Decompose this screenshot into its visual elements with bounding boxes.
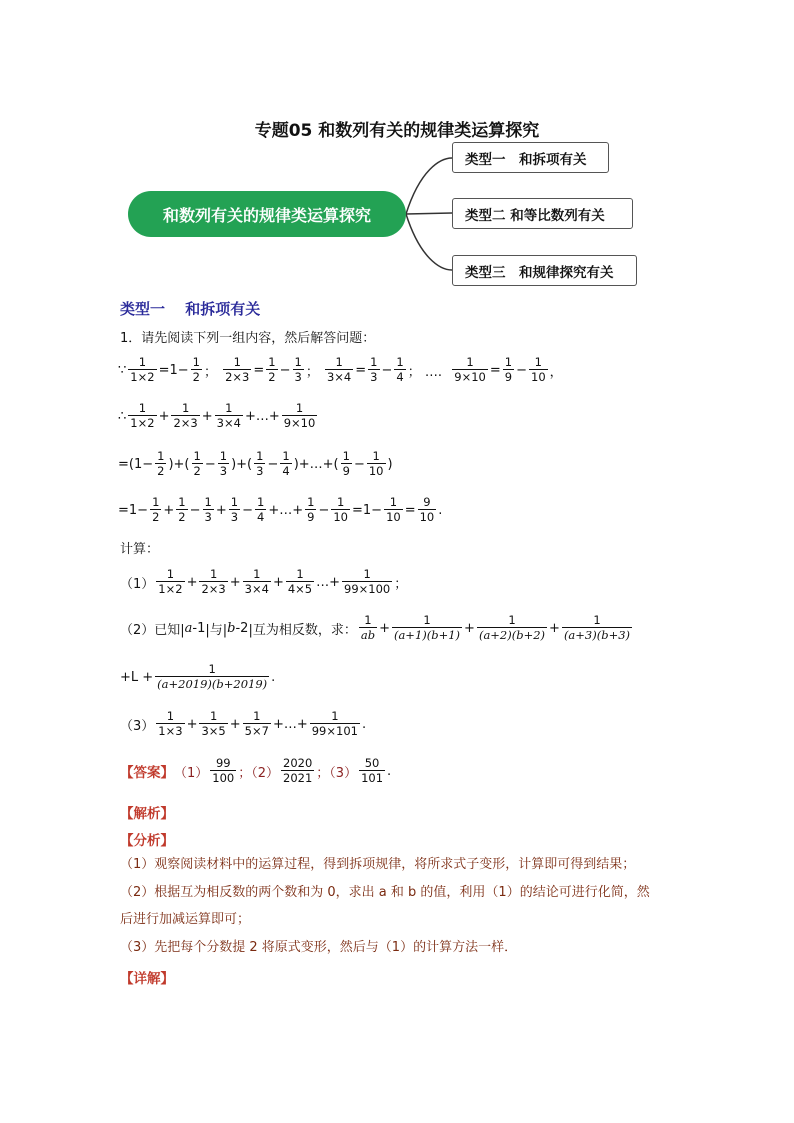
xiangjie-label: 【详解】 bbox=[120, 971, 174, 987]
math-line-2: ∴ 1 1×2 + 1 2×3 + 1 3×4 +…+ 1 9×10 bbox=[118, 401, 316, 430]
analysis-line-4: （3）先把每个分数提 2 将原式变形，然后与（1）的计算方法一样． bbox=[120, 940, 518, 955]
part-1-label: （1） bbox=[120, 576, 155, 592]
part-3-label: （3） bbox=[120, 718, 155, 734]
mindmap-connectors bbox=[0, 0, 794, 320]
math-line-1: ∵ 1 1×2 =1− 1 2 ； 1 2×3 = 1 2 − 1 3 ； 1 3×4 = 1 3 − 1 4 ； …. 1 9×10 = 1 9 − 1 10 ， bbox=[118, 355, 563, 384]
answer-label: 【答案】 bbox=[120, 765, 174, 781]
question-intro: 1．请先阅读下列一组内容，然后解答问题： bbox=[120, 331, 376, 346]
math-line-3: =(1− 1 2 )+( 1 2 − 1 3 )+( 1 3 − 1 4 )+…+( 1 9 − 1 10 ) bbox=[118, 449, 393, 478]
mindmap-center: 和数列有关的规律类运算探究 bbox=[128, 191, 406, 237]
jiexi-label: 【解析】 bbox=[120, 806, 174, 822]
analysis-line-2: （2）根据互为相反数的两个数和为 0，求出 a 和 b 的值，利用（1）的结论可进行化简，然 bbox=[120, 885, 650, 900]
answer-line: 【答案】 （1） 99 100 ；（2） 2020 2021 ；（3） 50 101 . bbox=[120, 756, 392, 785]
page-title: 专题05 和数列有关的规律类运算探究 bbox=[254, 121, 540, 141]
calc-label: 计算： bbox=[120, 542, 160, 557]
part-2-continued: +L + 1 (a+2019)(b+2019) . bbox=[120, 662, 276, 691]
fenxi-label: 【分析】 bbox=[120, 833, 174, 849]
part-3: （3） 1 1×3 + 1 3×5 + 1 5×7 +…+ 1 99×101 . bbox=[120, 709, 367, 738]
analysis-line-3: 后进行加减运算即可； bbox=[120, 912, 251, 927]
part-1: （1） 1 1×2 + 1 2×3 + 1 3×4 + 1 4×5 …+ 1 99×100 ； bbox=[120, 567, 408, 596]
mindmap-branch-3: 类型三 和规律探究有关 bbox=[452, 255, 637, 286]
part-2: （2）已知| a -1 |与| b -2 |互为相反数，求： 1 ab + 1 (a+1)(b+1) + 1 (a+2)(b+2) + 1 (a+3)(b+3) bbox=[120, 613, 631, 642]
mindmap-branch-2: 类型二 和等比数列有关 bbox=[452, 198, 633, 229]
section-title: 类型一 和拆项有关 bbox=[120, 300, 261, 318]
analysis-line-1: （1）观察阅读材料中的运算过程，得到拆项规律，将所求式子变形，计算即可得到结果； bbox=[120, 857, 636, 872]
math-line-4: =1− 1 2 + 1 2 − 1 3 + 1 3 − 1 4 +…+ 1 9 − 1 10 =1− 1 10 = 9 10 . bbox=[118, 495, 443, 524]
mindmap-branch-1: 类型一 和拆项有关 bbox=[452, 142, 609, 173]
